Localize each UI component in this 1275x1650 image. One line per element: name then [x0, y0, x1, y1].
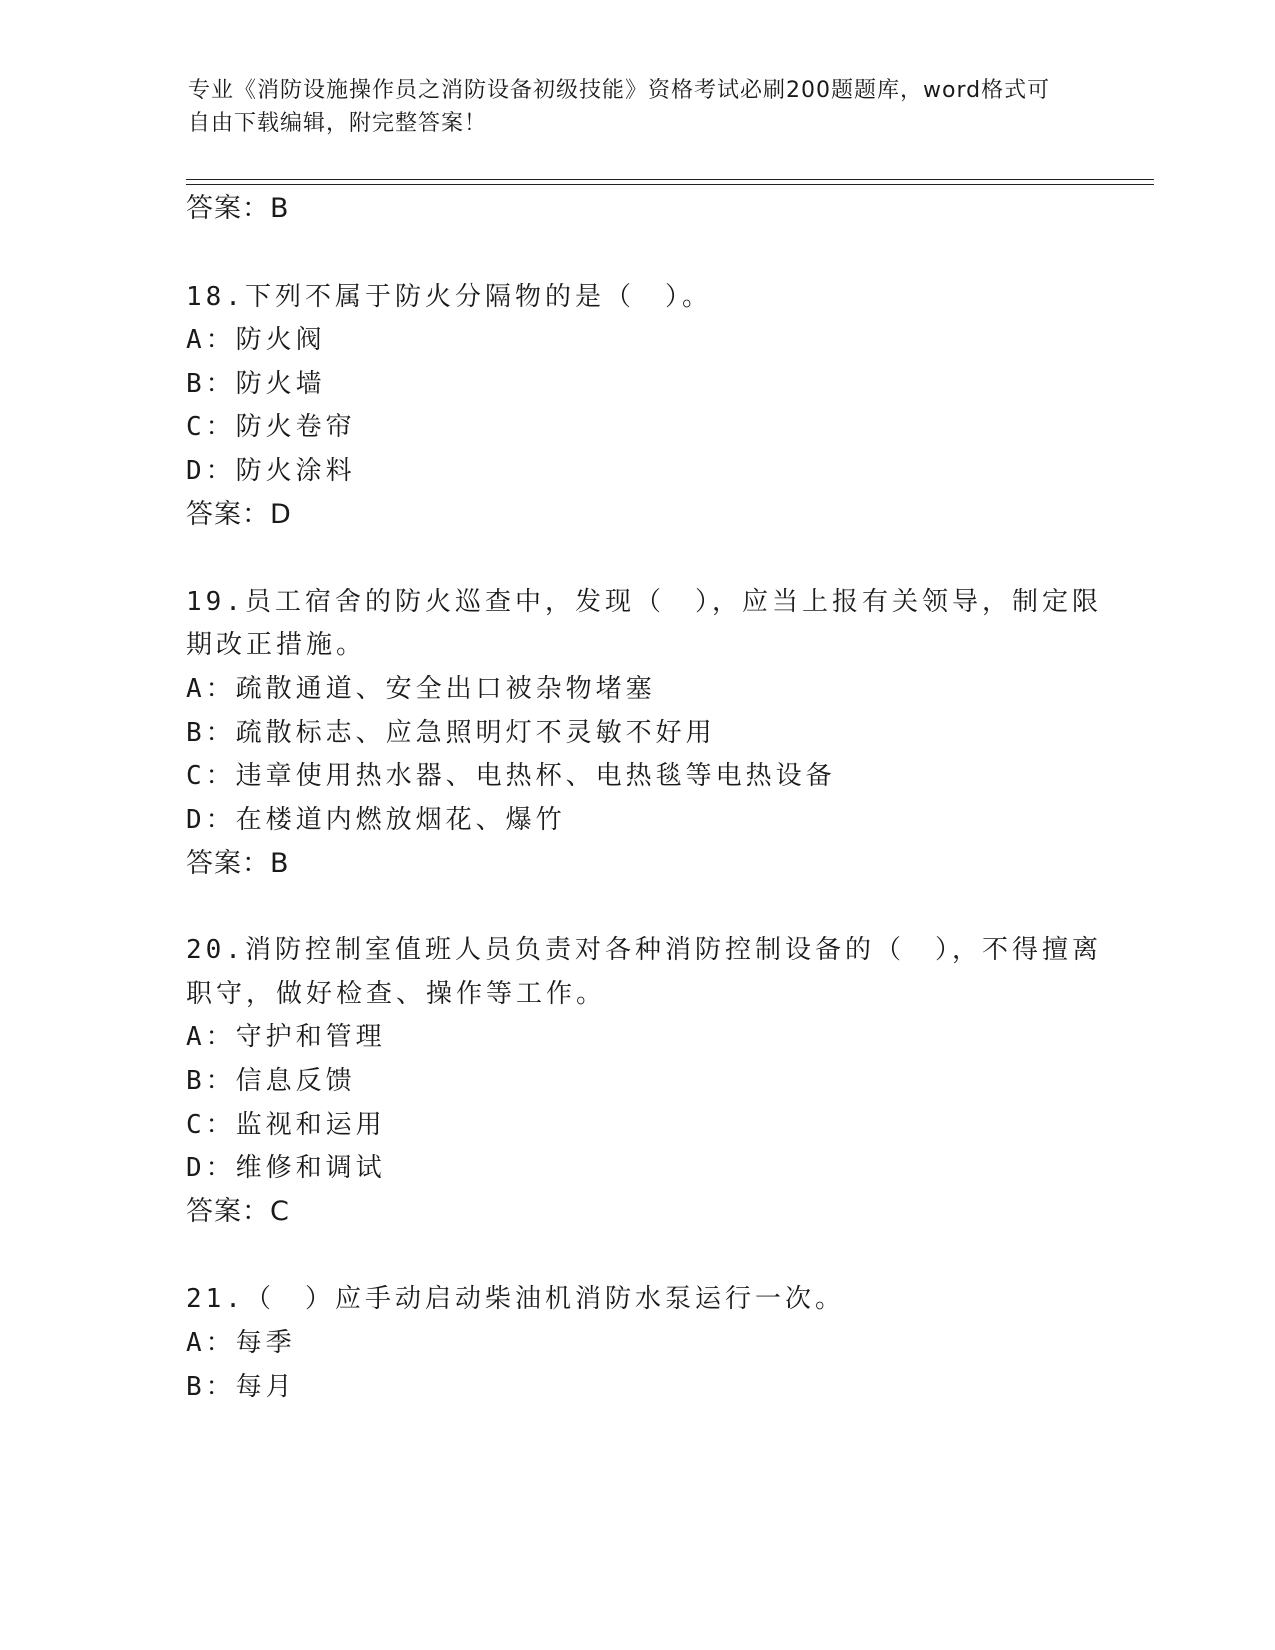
question-20-stem-line-2: 职守，做好检查、操作等工作。 — [186, 979, 607, 1009]
question-18-option-b: B：防火墙 — [186, 369, 326, 399]
question-19-stem-line-2: 期改正措施。 — [186, 630, 367, 660]
question-20-stem-line-1: 20.消防控制室值班人员负责对各种消防控制设备的（ ），不得擅离 — [186, 935, 1102, 965]
question-18-option-d: D：防火涂料 — [186, 456, 356, 486]
question-18-stem: 18.下列不属于防火分隔物的是（ ）。 — [186, 282, 712, 312]
question-19-answer: 答案：B — [186, 848, 290, 879]
question-20-option-b: B：信息反馈 — [186, 1066, 356, 1096]
question-20-option-c: C：监视和运用 — [186, 1110, 386, 1140]
document-header: 专业《消防设施操作员之消防设备初级技能》资格考试必刷200题题库，word格式可自由下载编辑，附完整答案！ — [188, 78, 1051, 136]
question-20-option-a: A：守护和管理 — [186, 1022, 386, 1052]
question-18-option-c: C：防火卷帘 — [186, 412, 356, 442]
header-divider-top — [186, 179, 1154, 180]
question-20-option-d: D：维修和调试 — [186, 1153, 386, 1183]
header-divider-bottom — [186, 184, 1154, 185]
question-19-option-b: B：疏散标志、应急照明灯不灵敏不好用 — [186, 718, 716, 748]
question-18-option-a: A：防火阀 — [186, 325, 326, 355]
question-19-option-a: A：疏散通道、安全出口被杂物堵塞 — [186, 674, 656, 704]
question-21-option-b: B：每月 — [186, 1372, 296, 1402]
question-21-stem: 21.（ ）应手动启动柴油机消防水泵运行一次。 — [186, 1284, 845, 1314]
question-21-option-a: A：每季 — [186, 1328, 296, 1358]
answer-line: 答案：B — [186, 193, 290, 224]
question-19-option-d: D：在楼道内燃放烟花、爆竹 — [186, 805, 566, 835]
question-19-option-c: C：违章使用热水器、电热杯、电热毯等电热设备 — [186, 761, 836, 791]
question-18-answer: 答案：D — [186, 499, 292, 530]
question-20-answer: 答案：C — [186, 1196, 290, 1227]
question-19-stem-line-1: 19.员工宿舍的防火巡查中，发现（ ），应当上报有关领导，制定限 — [186, 587, 1102, 617]
